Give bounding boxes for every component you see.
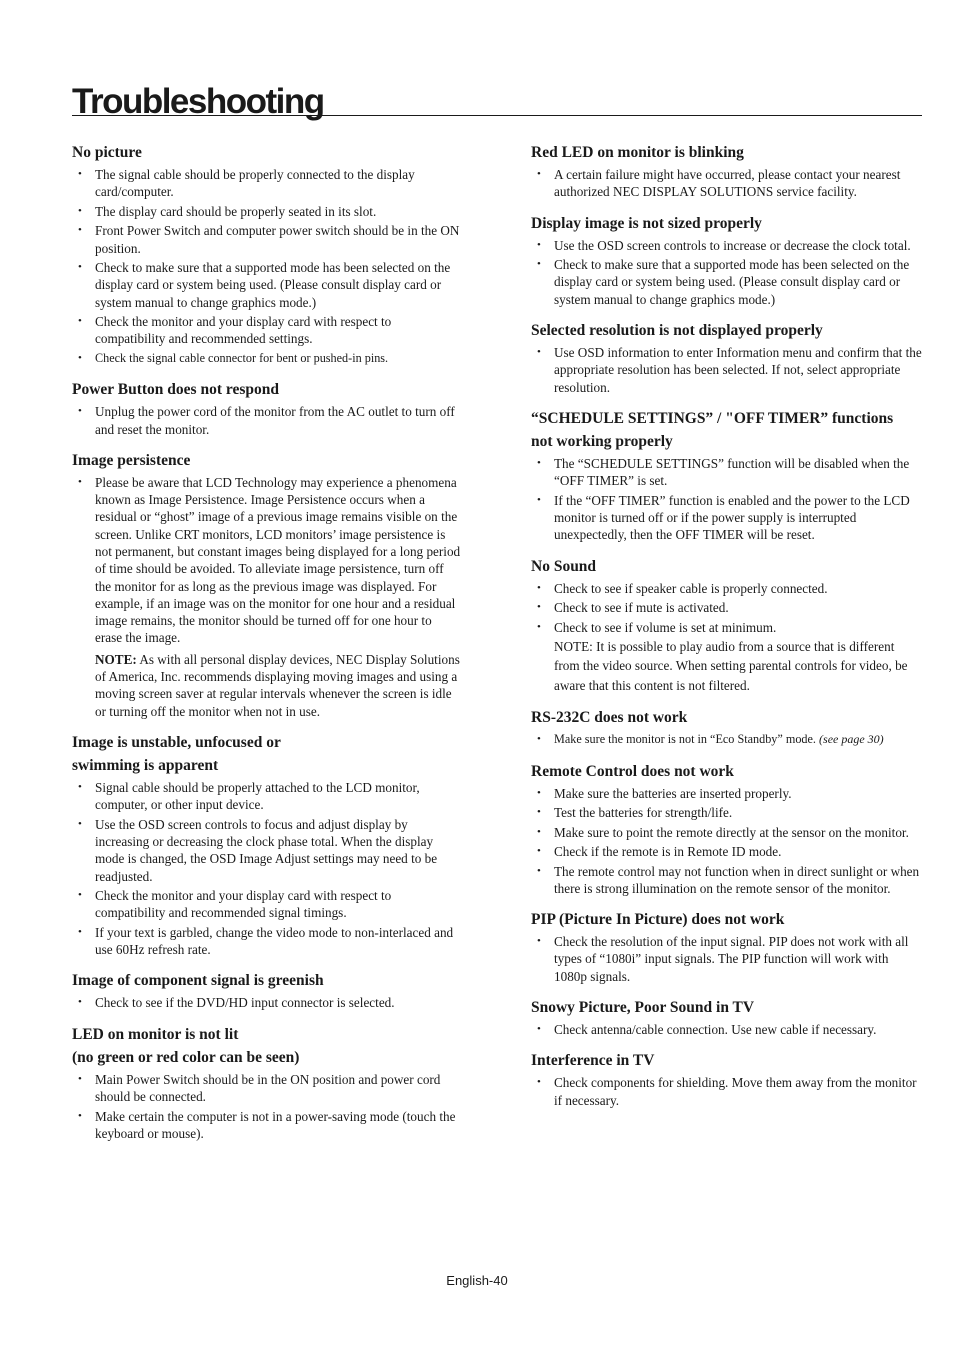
note-text: As with all personal display devices, NEC Display Solutions of America, Inc. recommends displaying moving images and using a moving screen saver at regular intervals whenever the screen is idle or turning off the monitor when not in use.: [95, 651, 460, 719]
note-label: NOTE:: [95, 651, 137, 667]
section-remote-control: [531, 760, 923, 898]
list-item: • Check the signal cable connector for bent or pushed-in pins.: [72, 350, 462, 367]
left-column: [72, 141, 462, 1153]
section-heading: Image of component signal is greenish: [72, 972, 324, 990]
list-item: • The display card should be properly seated in its slot.: [72, 203, 462, 220]
heading-line: swimming is apparent: [72, 756, 219, 774]
bullet-list: [72, 1071, 462, 1142]
list-item: • Check the resolution of the input signal. PIP does not work with all types of “1080i” input signals. The PIP function will work with 1080p signals.: [531, 933, 923, 985]
list-item: [531, 731, 923, 748]
list-item: • A certain failure might have occurred, please contact your nearest authorized NEC DISPLAY SOLUTIONS service facility.: [531, 166, 923, 201]
section-heading: Power Button does not respond: [72, 381, 279, 399]
list-item: • Check to see if mute is activated.: [531, 599, 923, 616]
section-image-unstable: [72, 731, 462, 959]
heading-line: (no green or red color can be seen): [72, 1048, 300, 1066]
section-led-not-lit: [72, 1023, 462, 1142]
bullet-list: [531, 1021, 923, 1038]
bullet-list: [531, 344, 923, 396]
section-heading: [531, 407, 923, 453]
section-heading: No picture: [72, 144, 142, 161]
section-heading: Red LED on monitor is blinking: [531, 144, 744, 161]
list-item: • Main Power Switch should be in the ON position and power cord should be connected.: [72, 1071, 462, 1106]
list-item: • Make sure the batteries are inserted properly.: [531, 785, 923, 802]
list-item: • Unplug the power cord of the monitor from the AC outlet to turn off and reset the monitor.: [72, 403, 462, 438]
section-no-sound: [531, 555, 923, 696]
list-item: • The “SCHEDULE SETTINGS” function will be disabled when the “OFF TIMER” is set.: [531, 455, 923, 490]
list-item: • Check to see if the DVD/HD input connector is selected.: [72, 994, 462, 1011]
section-heading: [72, 731, 462, 777]
list-item-text: Make sure the monitor is not in “Eco Standby” mode.: [554, 732, 820, 747]
bullet-list: [531, 580, 923, 696]
section-image-persistence: [72, 449, 462, 720]
bullet-list: [531, 1074, 923, 1109]
heading-line: Image is unstable, unfocused or: [72, 733, 281, 751]
section-heading: Display image is not sized properly: [531, 214, 762, 232]
list-item: • The remote control may not function when in direct sunlight or when there is strong illumination on the remote sensor of the monitor.: [531, 863, 923, 898]
right-column: [531, 141, 923, 1120]
section-not-sized: [531, 212, 923, 308]
section-heading: Interference in TV: [531, 1052, 655, 1070]
bullet-list: [72, 779, 462, 959]
list-item: • Make certain the computer is not in a power-saving mode (touch the keyboard or mouse).: [72, 1108, 462, 1143]
section-no-picture: [72, 141, 462, 367]
section-heading: No Sound: [531, 557, 597, 575]
list-item: • Front Power Switch and computer power switch should be in the ON position.: [72, 222, 462, 257]
section-greenish: [72, 969, 462, 1011]
section-heading: Selected resolution is not displayed properly: [531, 321, 823, 339]
section-red-led: [531, 141, 923, 201]
list-item: • Make sure to point the remote directly at the sensor on the monitor.: [531, 824, 923, 841]
list-item-text: Check to see if volume is set at minimum.: [554, 619, 777, 635]
heading-line: LED on monitor is not lit: [72, 1025, 239, 1043]
bullet-list: [531, 237, 923, 308]
bullet-list: [72, 474, 462, 647]
note-block: [72, 651, 462, 720]
section-heading: Snowy Picture, Poor Sound in TV: [531, 999, 755, 1017]
list-item: • Check components for shielding. Move them away from the monitor if necessary.: [531, 1074, 923, 1109]
section-heading: [72, 1023, 462, 1069]
list-item: • Use OSD information to enter Information menu and confirm that the appropriate resolution has been selected. If not, select appropriate resolution.: [531, 344, 923, 396]
bullet-list: [72, 994, 462, 1011]
list-item: [531, 619, 923, 696]
bullet-list: [531, 166, 923, 201]
list-item: • Check to see if speaker cable is properly connected.: [531, 580, 923, 597]
section-heading: Remote Control does not work: [531, 762, 734, 780]
section-snowy-picture: [531, 996, 923, 1038]
list-item: • Test the batteries for strength/life.: [531, 804, 923, 821]
section-interference: [531, 1049, 923, 1109]
page-reference: (see page 30): [819, 732, 884, 747]
section-schedule: [531, 407, 923, 544]
bullet-list: [531, 785, 923, 898]
list-item: • Check to make sure that a supported mode has been selected on the display card or system being used. (Please consult display card or system manual to change graphics mode.): [531, 256, 923, 308]
heading-line: not working properly: [531, 432, 673, 450]
list-item: • The signal cable should be properly connected to the display card/computer.: [72, 166, 462, 201]
list-item: • Check if the remote is in Remote ID mode.: [531, 843, 923, 860]
section-heading: PIP (Picture In Picture) does not work: [531, 911, 785, 929]
note-text: NOTE: It is possible to play audio from a source that is different from the video source. When setting parental controls for video, be aware that this content is not filtered.: [554, 638, 908, 693]
bullet-list: [531, 731, 923, 748]
list-item: • Check antenna/cable connection. Use new cable if necessary.: [531, 1021, 923, 1038]
list-item: • Use the OSD screen controls to increase or decrease the clock total.: [531, 237, 923, 254]
list-item: • Check the monitor and your display card with respect to compatibility and recommended signal timings.: [72, 887, 462, 922]
list-item: • Signal cable should be properly attached to the LCD monitor, computer, or other input device.: [72, 779, 462, 814]
list-item: • If your text is garbled, change the video mode to non-interlaced and use 60Hz refresh rate.: [72, 924, 462, 959]
list-item: • If the “OFF TIMER” function is enabled and the power to the LCD monitor is turned off or if the power supply is interrupted unexpectedly, then the OFF TIMER will be reset.: [531, 492, 923, 544]
page-title: Troubleshooting: [72, 82, 324, 121]
title-rule: [72, 115, 922, 116]
list-item: • Use the OSD screen controls to focus and adjust display by increasing or decreasing the clock phase total. When the display mode is changed, the OSD Image Adjust settings may need to be readjusted.: [72, 816, 462, 885]
list-item: • Check to make sure that a supported mode has been selected on the display card or system being used. (Please consult display card or system manual to change graphics mode.): [72, 259, 462, 311]
section-pip: [531, 908, 923, 985]
list-item: • Please be aware that LCD Technology may experience a phenomena known as Image Persistence. Image Persistence occurs when a residual or “ghost” image of a previous image remains visible on the screen. Unlike CRT monitors, LCD monitors’ image persistence is not permanent, but constant images being displayed for a long period of time should be avoided. To alleviate image persistence, turn off the monitor for as long as the previous image was displayed. For example, if an image was on the monitor for one hour and a residual image remains, the monitor should be turned off for one hour to erase the image.: [72, 474, 462, 647]
section-heading: RS-232C does not work: [531, 709, 688, 727]
heading-line: “SCHEDULE SETTINGS” / "OFF TIMER” functions: [531, 409, 894, 427]
page-number: English-40: [446, 1273, 508, 1288]
bullet-list: [531, 455, 923, 544]
bullet-list: [72, 403, 462, 438]
section-rs232c: [531, 706, 923, 748]
bullet-list: [72, 166, 462, 367]
bullet-list: [531, 933, 923, 985]
list-item: • Check the monitor and your display card with respect to compatibility and recommended settings.: [72, 313, 462, 348]
section-resolution: [531, 319, 923, 396]
section-heading: Image persistence: [72, 451, 191, 469]
section-power-button: [72, 378, 462, 438]
